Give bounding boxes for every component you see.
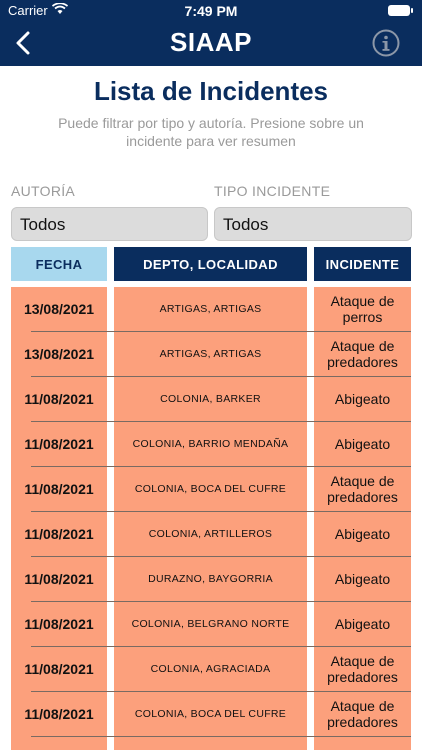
row-incidente: Abigeato (334, 436, 391, 452)
row-fecha: 11/08/2021 (24, 616, 94, 632)
row-localidad: COLONIA, BELGRANO NORTE (131, 618, 290, 630)
row-incidente: Ataque de perros (330, 293, 395, 325)
row-localidad: DURAZNO, BAYGORRIA (148, 573, 273, 585)
row-localidad: ARTIGAS, ARTIGAS (159, 348, 262, 360)
row-incidente: Abigeato (334, 526, 391, 542)
row-localidad: COLONIA, AGRACIADA (150, 663, 271, 675)
status-bar (0, 0, 422, 22)
row-fecha: 11/08/2021 (24, 661, 94, 677)
row-localidad: COLONIA, BOCA DEL CUFRE (134, 483, 287, 495)
info-button[interactable] (372, 29, 400, 57)
row-incidente: Ataque de predadores (327, 653, 398, 685)
incident-row[interactable] (11, 647, 411, 692)
incident-row[interactable] (11, 422, 411, 467)
row-localidad: COLONIA, BARKER (160, 393, 261, 405)
row-incidente: Abigeato (334, 616, 391, 632)
row-fecha: 11/08/2021 (24, 391, 94, 407)
row-incidente: Ataque de predadores (327, 473, 398, 505)
incidente-column-header[interactable]: INCIDENTE (314, 247, 411, 281)
row-fecha: 11/08/2021 (24, 526, 94, 542)
app-title: SIAAP (170, 27, 252, 57)
page-title: Lista de Incidentes (93, 76, 329, 106)
status-time: 7:49 PM (184, 3, 238, 19)
incident-row[interactable] (11, 287, 411, 332)
row-localidad: COLONIA, BOCA DEL CUFRE (134, 708, 287, 720)
incident-row[interactable] (11, 602, 411, 647)
navigation-bar (0, 0, 422, 66)
row-fecha: 13/08/2021 (23, 346, 95, 362)
page-subtitle: Puede filtrar por tipo y autoría. Presione sobre un incidente para ver resumen (58, 115, 364, 149)
autoria-select[interactable]: Todos (11, 207, 208, 241)
fecha-column-header[interactable]: FECHA (11, 247, 107, 281)
incident-row[interactable] (11, 377, 411, 422)
row-divider (31, 736, 411, 737)
row-fecha: 11/08/2021 (24, 481, 94, 497)
row-incidente: Abigeato (334, 391, 391, 407)
incident-row[interactable] (11, 557, 411, 602)
info-circle-icon (372, 29, 400, 57)
row-fecha: 13/08/2021 (23, 301, 95, 317)
row-incidente: Ataque de predadores (327, 338, 398, 370)
row-incidente: Abigeato (334, 571, 391, 587)
incident-row[interactable] (11, 692, 411, 737)
incident-row[interactable] (11, 467, 411, 512)
row-localidad: COLONIA, BARRIO MENDAÑA (132, 438, 289, 450)
row-fecha: 11/08/2021 (24, 706, 94, 722)
row-localidad: COLONIA, ARTILLEROS (148, 528, 273, 540)
row-fecha: 11/08/2021 (24, 436, 94, 452)
autoria-label: AUTORÍA (11, 183, 76, 199)
carrier-label: Carrier (8, 3, 48, 18)
battery-icon (388, 5, 410, 16)
incident-row[interactable] (11, 332, 411, 377)
row-fecha: 11/08/2021 (24, 571, 94, 587)
tipo-incidente-label: TIPO INCIDENTE (214, 183, 331, 199)
incident-row[interactable] (11, 512, 411, 557)
localidad-column-header[interactable]: DEPTO, LOCALIDAD (114, 247, 307, 281)
row-localidad: ARTIGAS, ARTIGAS (159, 303, 262, 315)
row-incidente: Ataque de predadores (327, 698, 398, 730)
tipo-incidente-select[interactable]: Todos (214, 207, 412, 241)
